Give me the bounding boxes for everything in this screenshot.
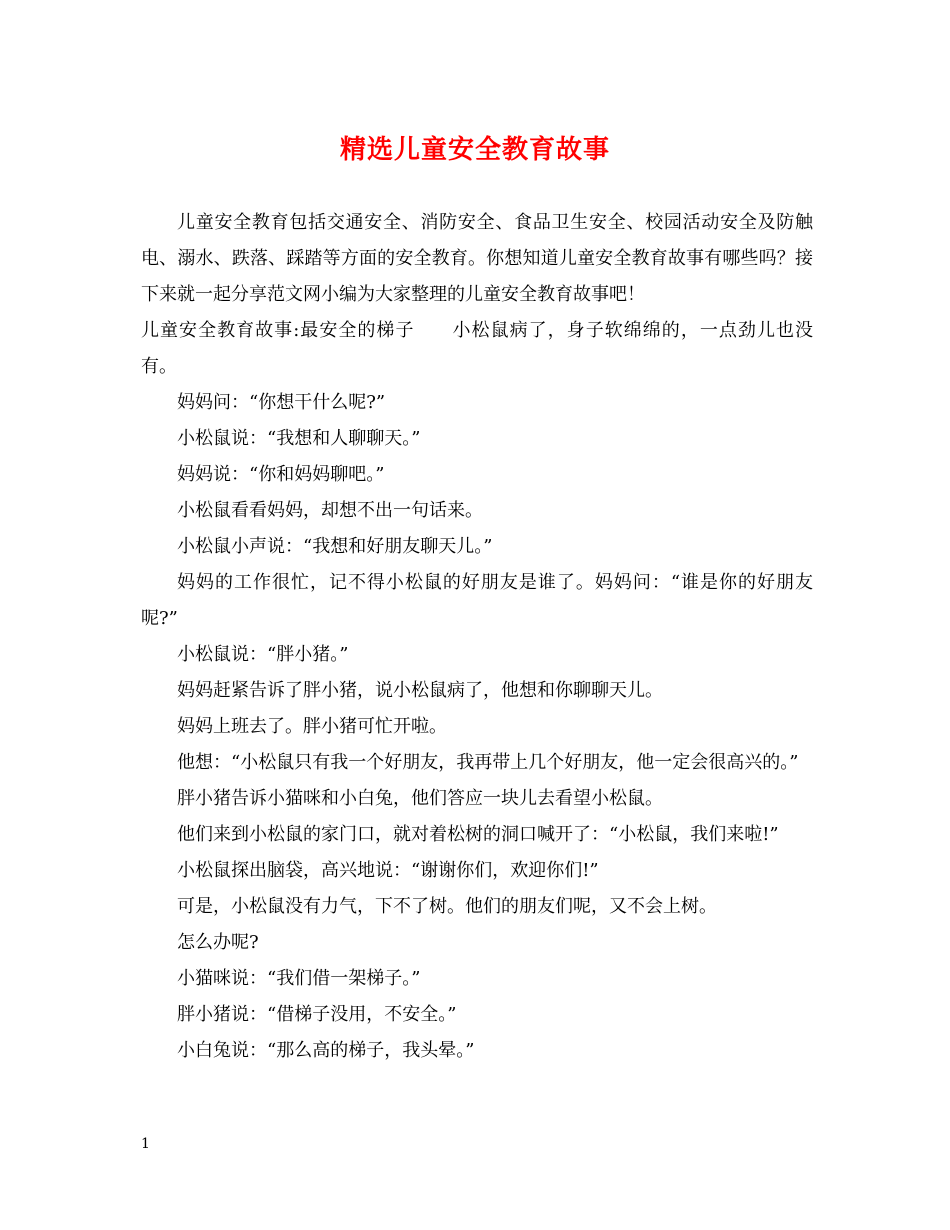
paragraph-story-heading: 儿童安全教育故事:最安全的梯子 小松鼠病了，身子软绵绵的，一点劲儿也没有。 <box>141 320 813 377</box>
paragraph: 小白兔说：“那么高的梯子，我头晕。” <box>177 1040 475 1061</box>
paragraph: 妈妈问：“你想干什么呢?” <box>177 392 386 413</box>
paragraph-intro: 儿童安全教育包括交通安全、消防安全、食品卫生安全、校园活动安全及防触电、溺水、跌落、踩踏等方面的安全教育。你想知道儿童安全教育故事有哪些吗？接下来就一起分享范文网小编为大家整理的儿童安全教育故事吧！ <box>141 212 813 305</box>
paragraph: 小松鼠说：“胖小猪。” <box>177 644 349 665</box>
paragraph: 小松鼠小声说：“我想和好朋友聊天儿。” <box>177 536 493 557</box>
paragraph: 他想：“小松鼠只有我一个好朋友，我再带上几个好朋友，他一定会很高兴的。” <box>177 752 799 773</box>
paragraph: 胖小猪告诉小猫咪和小白兔，他们答应一块儿去看望小松鼠。 <box>177 788 663 809</box>
paragraph: 小松鼠看看妈妈，却想不出一句话来。 <box>177 500 483 521</box>
paragraph: 胖小猪说：“借梯子没用，不安全。” <box>177 1004 457 1025</box>
paragraph: 小猫咪说：“我们借一架梯子。” <box>177 968 421 989</box>
paragraph: 可是，小松鼠没有力气，下不了树。他们的朋友们呢，又不会上树。 <box>177 896 717 917</box>
paragraph: 妈妈说：“你和妈妈聊吧。” <box>177 464 385 485</box>
page-title: 精选儿童安全教育故事 <box>339 135 610 165</box>
paragraph: 他们来到小松鼠的家门口，就对着松树的洞口喊开了：“小松鼠，我们来啦!” <box>177 824 779 845</box>
paragraph: 小松鼠探出脑袋，高兴地说：“谢谢你们，欢迎你们!” <box>177 860 599 881</box>
paragraph: 怎么办呢? <box>177 932 259 953</box>
document-body <box>141 205 813 1069</box>
page-number: 1 <box>141 1136 150 1152</box>
paragraph: 妈妈上班去了。胖小猪可忙开啦。 <box>177 716 447 737</box>
paragraph: 妈妈赶紧告诉了胖小猪，说小松鼠病了，他想和你聊聊天儿。 <box>177 680 663 701</box>
paragraph: 妈妈的工作很忙，记不得小松鼠的好朋友是谁了。妈妈问：“谁是你的好朋友呢?” <box>141 572 813 629</box>
paragraph: 小松鼠说：“我想和人聊聊天。” <box>177 428 421 449</box>
